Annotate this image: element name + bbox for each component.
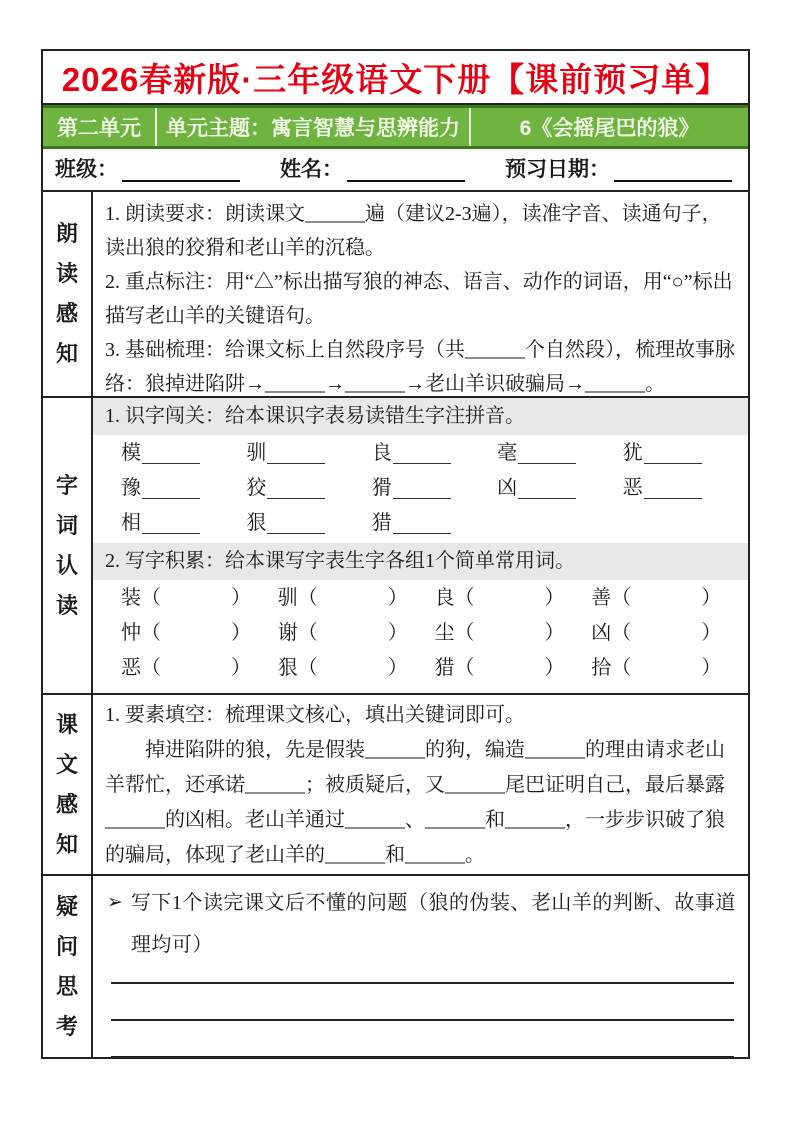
unit-number: 第二单元 [57, 117, 141, 140]
pinyin-item [372, 436, 497, 471]
info-row [43, 149, 748, 192]
text-sense-content [93, 695, 748, 874]
pinyin-char: 猾 [371, 477, 392, 499]
write-char: 善 [591, 587, 612, 609]
question-section [43, 876, 748, 1057]
bracket-close: ） [231, 657, 251, 679]
title-bar [43, 51, 748, 105]
name-blank-line [347, 158, 465, 182]
pinyin-item [623, 471, 748, 506]
pinyin-char: 恶 [622, 477, 643, 499]
pinyin-item [246, 506, 371, 541]
pinyin-char: 犹 [622, 442, 643, 464]
name-label: 姓名： [280, 157, 343, 181]
pinyin-rows [93, 435, 748, 543]
write-char: 恶 [121, 657, 141, 679]
reading-section [43, 192, 748, 398]
write-item [278, 616, 435, 651]
pinyin-blank-line [393, 462, 451, 464]
write-rows [93, 580, 748, 688]
write-char: 狠 [277, 657, 298, 679]
reading-content [93, 192, 748, 396]
bracket-open: （ [297, 587, 318, 609]
question-prompt-line [103, 882, 736, 966]
pinyin-item [121, 506, 246, 541]
write-char: 良 [434, 587, 455, 609]
pinyin-header-band: 1. 识字闯关：给本课识字表易读错生字注拼音。 [93, 398, 748, 435]
text-sense-header: 1. 要素填空：梳理课文核心，填出关键词即可。 [105, 704, 525, 726]
bracket-close: ） [231, 587, 251, 609]
bracket-close: ） [231, 622, 251, 644]
pinyin-item [623, 436, 748, 471]
pinyin-char: 狡 [246, 477, 267, 499]
worksheet-page [41, 49, 750, 1059]
pinyin-blank-line [142, 462, 200, 464]
bracket-close: ） [387, 622, 408, 644]
pinyin-char: 猎 [371, 512, 392, 534]
date-label: 预习日期： [505, 157, 610, 181]
write-item [591, 581, 748, 616]
pinyin-char: 豫 [121, 477, 141, 499]
pinyin-char: 驯 [246, 442, 267, 464]
reading-item-3: 3. 基础梳理：给课文标上自然段序号（共______个自然段），梳理故事脉络：狼掉进陷阱→______→______→老山羊识破骗局→______。 [105, 339, 735, 395]
pinyin-item [497, 471, 622, 506]
pinyin-blank-line [142, 497, 200, 499]
bracket-open: （ [454, 622, 475, 644]
bracket-close: ） [701, 622, 722, 644]
pinyin-char: 狠 [246, 512, 267, 534]
unit-bar [43, 105, 748, 149]
bracket-open: （ [611, 587, 632, 609]
arrow-bullet-icon: ➢ [107, 892, 123, 913]
answer-line [111, 966, 734, 984]
write-char: 尘 [434, 622, 455, 644]
pinyin-char: 良 [371, 442, 392, 464]
section-label-words: 字 词 认 读 [43, 398, 93, 693]
bracket-open: （ [611, 622, 632, 644]
pinyin-blank-line [142, 532, 200, 534]
pinyin-item [121, 436, 246, 471]
write-char: 忡 [121, 622, 141, 644]
write-char: 谢 [277, 622, 298, 644]
write-item [435, 651, 592, 686]
write-header-band: 2. 写字积累：给本课写字表生字各组1个简单常用词。 [93, 543, 748, 580]
write-char: 驯 [277, 587, 298, 609]
text-sense-section [43, 695, 748, 876]
name-field [280, 157, 465, 182]
bracket-open: （ [141, 622, 161, 644]
pinyin-item [246, 471, 371, 506]
date-blank-line [614, 158, 732, 182]
question-prompt: 写下1个读完课文后不懂的问题（狼的伪装、老山羊的判断、故事道理均可） [130, 892, 736, 956]
pinyin-blank-line [644, 497, 702, 499]
pinyin-blank-line [393, 532, 451, 534]
bracket-close: ） [544, 657, 565, 679]
pinyin-char: 毫 [497, 442, 518, 464]
section-label-question: 疑 问 思 考 [43, 876, 93, 1057]
pinyin-row [121, 506, 748, 541]
bracket-open: （ [297, 657, 318, 679]
bracket-open: （ [454, 587, 475, 609]
write-item [591, 651, 748, 686]
reading-item-1: 1. 朗读要求：朗读课文______遍（建议2-3遍），读准字音、读通句子，读出狼的狡猾和老山羊的沉稳。 [105, 203, 722, 259]
pinyin-item [497, 436, 622, 471]
class-label: 班级： [55, 157, 118, 181]
reading-item-2: 2. 重点标注：用“△”标出描写狼的神态、语言、动作的词语，用“○”标出描写老山羊的关键语句。 [105, 271, 733, 327]
answer-line [111, 984, 734, 1021]
write-item [278, 581, 435, 616]
pinyin-item [372, 506, 497, 541]
bracket-close: ） [544, 622, 565, 644]
write-row [121, 651, 748, 686]
pinyin-blank-line [518, 497, 576, 499]
page-title: 2026春新版·三年级语文下册【课前预习单】 [61, 60, 730, 98]
section-label-reading: 朗 读 感 知 [43, 192, 93, 396]
bracket-close: ） [701, 657, 722, 679]
bracket-close: ） [387, 587, 408, 609]
write-item [435, 616, 592, 651]
write-char: 装 [121, 587, 141, 609]
pinyin-item [121, 471, 246, 506]
pinyin-char: 相 [121, 512, 141, 534]
write-item [121, 616, 278, 651]
write-char: 拾 [591, 657, 612, 679]
bracket-open: （ [141, 657, 161, 679]
bracket-open: （ [454, 657, 475, 679]
write-item [435, 581, 592, 616]
text-sense-paragraph: 掉进陷阱的狼，先是假装______的狗，编造______的理由请求老山羊帮忙，还承诺______；被质疑后，又______尾巴证明自己，最后暴露______的凶相。老山羊通过______、______和______，一步步识破了狼的骗局，体现了老山羊的______和______。 [105, 739, 725, 866]
pinyin-blank-line [267, 497, 325, 499]
pinyin-blank-line [518, 462, 576, 464]
bracket-close: ） [387, 657, 408, 679]
write-row [121, 581, 748, 616]
write-item [278, 651, 435, 686]
write-char: 猎 [434, 657, 455, 679]
words-section [43, 398, 748, 695]
bracket-close: ） [701, 587, 722, 609]
pinyin-blank-line [267, 532, 325, 534]
bracket-open: （ [297, 622, 318, 644]
bracket-close: ） [544, 587, 565, 609]
unit-theme: 单元主题：寓言智慧与思辨能力 [155, 108, 471, 146]
pinyin-row [121, 471, 748, 506]
date-field [505, 157, 732, 182]
write-row [121, 616, 748, 651]
section-label-text-sense: 课 文 感 知 [43, 695, 93, 874]
class-field [55, 157, 240, 182]
class-blank-line [122, 158, 240, 182]
pinyin-blank-line [644, 462, 702, 464]
bracket-open: （ [141, 587, 161, 609]
answer-lines [111, 966, 734, 1058]
write-item [121, 651, 278, 686]
pinyin-char: 模 [121, 442, 141, 464]
pinyin-item [246, 436, 371, 471]
pinyin-char: 凶 [497, 477, 518, 499]
write-item [121, 581, 278, 616]
lesson-title: 6《会摇尾巴的狼》 [519, 117, 700, 140]
question-content [93, 876, 748, 1057]
pinyin-row [121, 436, 748, 471]
write-item [591, 616, 748, 651]
answer-line [111, 1021, 734, 1058]
pinyin-item [372, 471, 497, 506]
words-content [93, 398, 748, 693]
write-char: 凶 [591, 622, 612, 644]
bracket-open: （ [611, 657, 632, 679]
pinyin-blank-line [393, 497, 451, 499]
pinyin-blank-line [267, 462, 325, 464]
